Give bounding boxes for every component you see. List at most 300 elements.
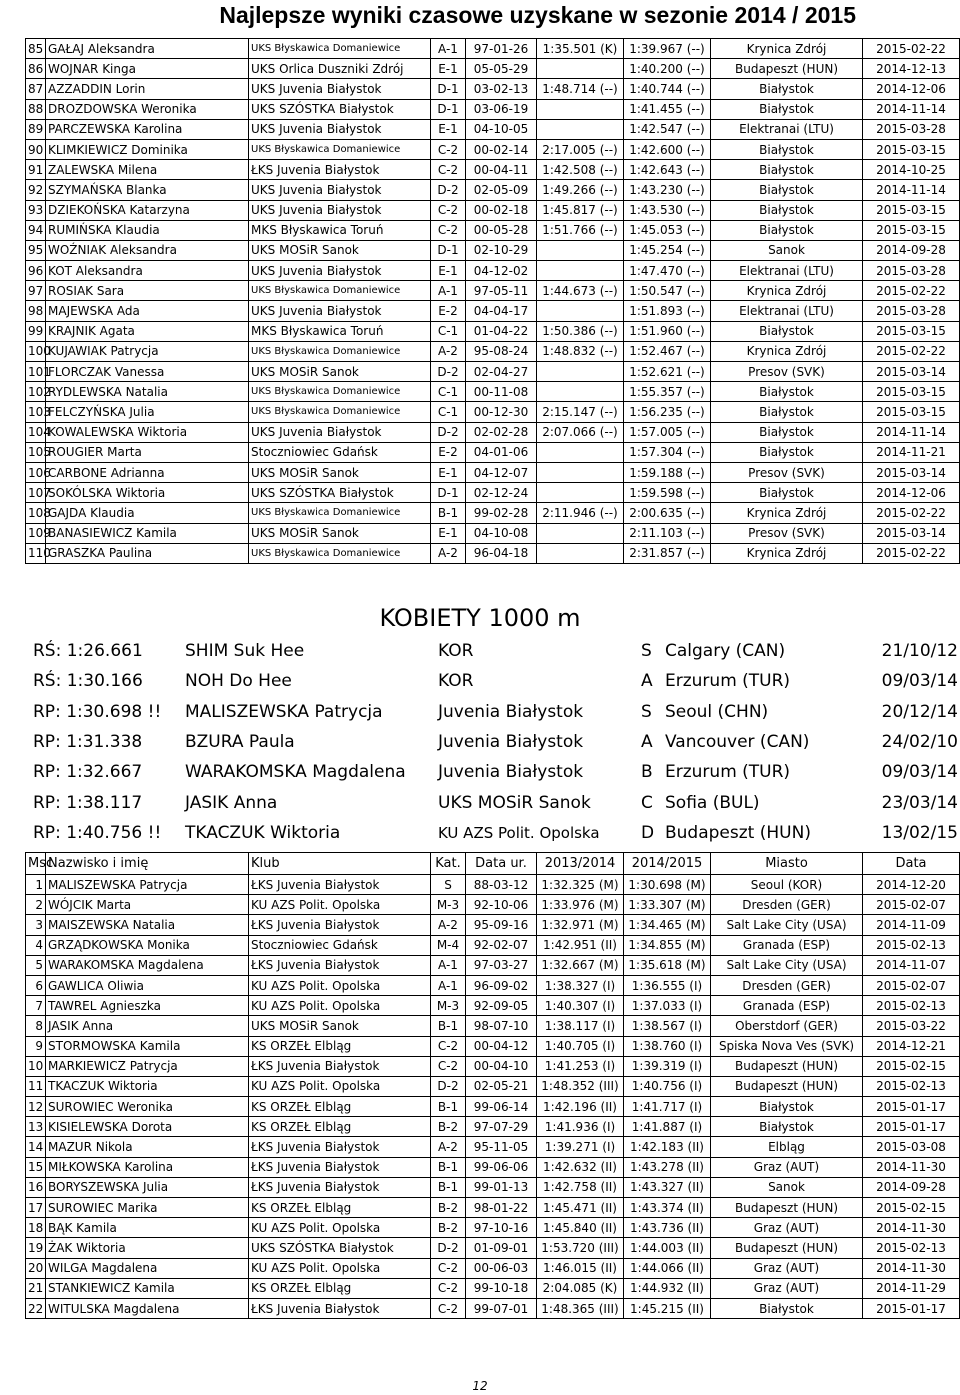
place-cell: 5 <box>26 955 46 975</box>
season-2014-cell: 1:59.598 (--) <box>624 483 711 503</box>
place-cell: 110 <box>26 543 46 563</box>
date-cell: 2014-12-13 <box>863 59 960 79</box>
place-cell: 86 <box>26 59 46 79</box>
table-row <box>26 160 960 180</box>
table-row <box>26 382 960 402</box>
record-label: RŚ: 1:30.166 <box>33 671 143 692</box>
birthdate-cell: 92-02-07 <box>466 935 537 955</box>
season-2014-cell: 1:45.215 (II) <box>624 1298 711 1318</box>
record-label: RP: 1:31.338 <box>33 731 143 752</box>
table-row <box>26 220 960 240</box>
city-cell: Dresden (GER) <box>711 895 863 915</box>
table-row <box>26 59 960 79</box>
category-cell: D-2 <box>431 180 466 200</box>
city-cell: Granada (ESP) <box>711 935 863 955</box>
name-cell: MIŁKOWSKA Karolina <box>46 1157 249 1177</box>
place-cell: 14 <box>26 1137 46 1157</box>
name-cell: CARBONE Adrianna <box>46 462 249 482</box>
record-category: A <box>641 671 653 692</box>
date-cell: 2015-03-15 <box>863 402 960 422</box>
season-2014-cell: 1:40.200 (--) <box>624 59 711 79</box>
table-row <box>26 462 960 482</box>
place-cell: 18 <box>26 1218 46 1238</box>
season-2013-cell: 1:51.766 (--) <box>537 220 624 240</box>
city-cell: Granada (ESP) <box>711 996 863 1016</box>
place-cell: 89 <box>26 119 46 139</box>
category-cell: A-2 <box>431 1137 466 1157</box>
city-cell: Graz (AUT) <box>711 1157 863 1177</box>
club-cell: UKS Juvenia Białystok <box>249 301 431 321</box>
season-2013-cell: 2:04.085 (K) <box>537 1278 624 1298</box>
record-name: SHIM Suk Hee <box>185 641 305 661</box>
place-cell: 100 <box>26 341 46 361</box>
birthdate-cell: 00-11-08 <box>466 382 537 402</box>
season-2013-cell: 1:45.840 (II) <box>537 1218 624 1238</box>
name-cell: WILGA Magdalena <box>46 1258 249 1278</box>
name-cell: ROUGIER Marta <box>46 442 249 462</box>
birthdate-cell: 02-05-21 <box>466 1076 537 1096</box>
record-date: 24/02/10 <box>881 731 958 752</box>
date-cell: 2015-02-15 <box>863 1198 960 1218</box>
date-cell: 2015-01-17 <box>863 1298 960 1318</box>
place-cell: 97 <box>26 281 46 301</box>
category-cell: A-1 <box>431 281 466 301</box>
season-2014-cell: 2:11.103 (--) <box>624 523 711 543</box>
table-row <box>26 422 960 442</box>
table-row <box>26 180 960 200</box>
column-header: Data <box>863 853 960 875</box>
city-cell: Białystok <box>711 483 863 503</box>
table-row <box>26 1137 960 1157</box>
city-cell: Białystok <box>711 139 863 159</box>
season-2014-cell: 1:41.887 (I) <box>624 1117 711 1137</box>
club-cell: UKS Błyskawica Domaniewice <box>249 139 431 159</box>
name-cell: ZALEWSKA Milena <box>46 160 249 180</box>
city-cell: Białystok <box>711 422 863 442</box>
birthdate-cell: 95-09-16 <box>466 915 537 935</box>
place-cell: 92 <box>26 180 46 200</box>
table-row <box>26 200 960 220</box>
city-cell: Dresden (GER) <box>711 975 863 995</box>
club-cell: KU AZS Polit. Opolska <box>249 996 431 1016</box>
category-cell: C-2 <box>431 220 466 240</box>
name-cell: ROSIAK Sara <box>46 281 249 301</box>
city-cell: Białystok <box>711 79 863 99</box>
season-2014-cell: 2:31.857 (--) <box>624 543 711 563</box>
category-cell: B-1 <box>431 1157 466 1177</box>
birthdate-cell: 99-02-28 <box>466 503 537 523</box>
name-cell: BANASIEWICZ Kamila <box>46 523 249 543</box>
place-cell: 103 <box>26 402 46 422</box>
date-cell: 2015-03-08 <box>863 1137 960 1157</box>
club-cell: UKS Juvenia Białystok <box>249 200 431 220</box>
birthdate-cell: 00-12-30 <box>466 402 537 422</box>
season-2013-cell <box>537 99 624 119</box>
category-cell: C-2 <box>431 1278 466 1298</box>
season-2013-cell: 1:49.266 (--) <box>537 180 624 200</box>
season-2013-cell: 1:40.705 (I) <box>537 1036 624 1056</box>
birthdate-cell: 02-02-28 <box>466 422 537 442</box>
table-row <box>26 1298 960 1318</box>
place-cell: 95 <box>26 240 46 260</box>
city-cell: Spiska Nova Ves (SVK) <box>711 1036 863 1056</box>
city-cell: Budapeszt (HUN) <box>711 1076 863 1096</box>
name-cell: RUMIŃSKA Klaudia <box>46 220 249 240</box>
date-cell: 2015-01-17 <box>863 1097 960 1117</box>
table-row <box>26 362 960 382</box>
season-2014-cell: 1:45.254 (--) <box>624 240 711 260</box>
season-2013-cell: 1:42.951 (II) <box>537 935 624 955</box>
club-cell: UKS Orlica Duszniki Zdrój <box>249 59 431 79</box>
category-cell: A-2 <box>431 341 466 361</box>
date-cell: 2014-11-30 <box>863 1218 960 1238</box>
season-2014-cell: 1:30.698 (M) <box>624 875 711 895</box>
birthdate-cell: 00-02-18 <box>466 200 537 220</box>
birthdate-cell: 04-12-07 <box>466 462 537 482</box>
city-cell: Białystok <box>711 402 863 422</box>
category-cell: S <box>431 875 466 895</box>
birthdate-cell: 99-06-14 <box>466 1097 537 1117</box>
season-2014-cell: 1:42.600 (--) <box>624 139 711 159</box>
place-cell: 16 <box>26 1177 46 1197</box>
season-2013-cell: 1:42.758 (II) <box>537 1177 624 1197</box>
table-row <box>26 1157 960 1177</box>
club-cell: UKS Błyskawica Domaniewice <box>249 543 431 563</box>
place-cell: 101 <box>26 362 46 382</box>
table-row <box>26 1076 960 1096</box>
season-2013-cell <box>537 362 624 382</box>
season-2013-cell: 1:50.386 (--) <box>537 321 624 341</box>
place-cell: 98 <box>26 301 46 321</box>
city-cell: Krynica Zdrój <box>711 39 863 59</box>
category-cell: C-2 <box>431 1056 466 1076</box>
season-2013-cell <box>537 261 624 281</box>
category-cell: E-1 <box>431 59 466 79</box>
record-category: C <box>641 792 653 813</box>
category-cell: M-4 <box>431 935 466 955</box>
city-cell: Krynica Zdrój <box>711 543 863 563</box>
category-cell: E-1 <box>431 119 466 139</box>
table-row <box>26 139 960 159</box>
season-2013-cell <box>537 483 624 503</box>
table-row <box>26 301 960 321</box>
category-cell: C-2 <box>431 1258 466 1278</box>
record-club: UKS MOSiR Sanok <box>438 792 591 813</box>
page-title: Najlepsze wyniki czasowe uzyskane w sezonie 2014 / 2015 <box>219 2 856 28</box>
season-2014-cell: 1:43.736 (II) <box>624 1218 711 1238</box>
season-2014-cell: 1:51.960 (--) <box>624 321 711 341</box>
record-row <box>33 788 960 818</box>
club-cell: KU AZS Polit. Opolska <box>249 895 431 915</box>
table-row <box>26 99 960 119</box>
date-cell: 2015-02-22 <box>863 503 960 523</box>
season-2013-cell: 1:41.253 (I) <box>537 1056 624 1076</box>
record-date: 13/02/15 <box>881 822 958 843</box>
city-cell: Presov (SVK) <box>711 462 863 482</box>
name-cell: STORMOWSKA Kamila <box>46 1036 249 1056</box>
date-cell: 2014-11-07 <box>863 955 960 975</box>
category-cell: A-2 <box>431 543 466 563</box>
place-cell: 10 <box>26 1056 46 1076</box>
city-cell: Białystok <box>711 220 863 240</box>
season-2014-cell: 1:44.932 (II) <box>624 1278 711 1298</box>
birthdate-cell: 02-12-24 <box>466 483 537 503</box>
city-cell: Białystok <box>711 99 863 119</box>
category-cell: D-1 <box>431 79 466 99</box>
club-cell: ŁKS Juvenia Białystok <box>249 1177 431 1197</box>
table-row <box>26 975 960 995</box>
record-row <box>33 636 960 666</box>
record-category: D <box>641 822 655 843</box>
category-cell: D-2 <box>431 362 466 382</box>
column-header: Kat. <box>431 853 466 875</box>
city-cell: Białystok <box>711 321 863 341</box>
date-cell: 2015-02-07 <box>863 975 960 995</box>
season-2013-cell: 1:48.365 (III) <box>537 1298 624 1318</box>
category-cell: C-2 <box>431 200 466 220</box>
category-cell: D-2 <box>431 422 466 442</box>
place-cell: 96 <box>26 261 46 281</box>
birthdate-cell: 99-06-06 <box>466 1157 537 1177</box>
category-cell: E-1 <box>431 462 466 482</box>
season-2014-cell: 1:36.555 (I) <box>624 975 711 995</box>
birthdate-cell: 03-06-19 <box>466 99 537 119</box>
date-cell: 2014-11-14 <box>863 180 960 200</box>
name-cell: STANKIEWICZ Kamila <box>46 1278 249 1298</box>
place-cell: 93 <box>26 200 46 220</box>
season-2013-cell <box>537 523 624 543</box>
table-row <box>26 1218 960 1238</box>
column-header: 2013/2014 <box>537 853 624 875</box>
record-row <box>33 757 960 787</box>
city-cell: Salt Lake City (USA) <box>711 915 863 935</box>
date-cell: 2015-02-15 <box>863 1056 960 1076</box>
record-place: Erzurum (TUR) <box>665 762 791 783</box>
date-cell: 2014-12-21 <box>863 1036 960 1056</box>
season-2014-cell: 1:44.003 (II) <box>624 1238 711 1258</box>
place-cell: 106 <box>26 462 46 482</box>
season-2013-cell: 1:42.508 (--) <box>537 160 624 180</box>
club-cell: MKS Błyskawica Toruń <box>249 220 431 240</box>
city-cell: Białystok <box>711 382 863 402</box>
season-2014-cell: 1:52.621 (--) <box>624 362 711 382</box>
birthdate-cell: 96-04-18 <box>466 543 537 563</box>
season-2013-cell: 1:44.673 (--) <box>537 281 624 301</box>
name-cell: KLIMKIEWICZ Dominika <box>46 139 249 159</box>
season-2013-cell: 1:38.327 (I) <box>537 975 624 995</box>
birthdate-cell: 99-07-01 <box>466 1298 537 1318</box>
place-cell: 20 <box>26 1258 46 1278</box>
club-cell: ŁKS Juvenia Białystok <box>249 955 431 975</box>
record-row <box>33 697 960 727</box>
city-cell: Białystok <box>711 1298 863 1318</box>
table-row <box>26 79 960 99</box>
record-category: B <box>641 762 653 783</box>
season-2013-cell: 2:07.066 (--) <box>537 422 624 442</box>
column-header: Data ur. <box>466 853 537 875</box>
name-cell: DZIEKOŃSKA Katarzyna <box>46 200 249 220</box>
column-header: Klub <box>249 853 431 875</box>
place-cell: 8 <box>26 1016 46 1036</box>
category-cell: D-1 <box>431 483 466 503</box>
place-cell: 3 <box>26 915 46 935</box>
birthdate-cell: 00-04-10 <box>466 1056 537 1076</box>
place-cell: 2 <box>26 895 46 915</box>
date-cell: 2015-03-14 <box>863 462 960 482</box>
category-cell: B-1 <box>431 503 466 523</box>
club-cell: UKS SZÓSTKA Białystok <box>249 1238 431 1258</box>
birthdate-cell: 04-12-02 <box>466 261 537 281</box>
city-cell: Graz (AUT) <box>711 1278 863 1298</box>
category-cell: E-1 <box>431 261 466 281</box>
city-cell: Białystok <box>711 1097 863 1117</box>
name-cell: MALISZEWSKA Patrycja <box>46 875 249 895</box>
season-2013-cell <box>537 462 624 482</box>
birthdate-cell: 97-10-16 <box>466 1218 537 1238</box>
season-2014-cell: 1:34.855 (M) <box>624 935 711 955</box>
birthdate-cell: 97-07-29 <box>466 1117 537 1137</box>
city-cell: Białystok <box>711 442 863 462</box>
date-cell: 2014-12-20 <box>863 875 960 895</box>
club-cell: UKS Błyskawica Domaniewice <box>249 402 431 422</box>
date-cell: 2014-09-28 <box>863 1177 960 1197</box>
table-row <box>26 39 960 59</box>
name-cell: TAWREL Agnieszka <box>46 996 249 1016</box>
category-cell: C-1 <box>431 382 466 402</box>
table-row <box>26 1016 960 1036</box>
birthdate-cell: 98-01-22 <box>466 1198 537 1218</box>
name-cell: MAJEWSKA Ada <box>46 301 249 321</box>
season-2014-cell: 1:37.033 (I) <box>624 996 711 1016</box>
record-club: KOR <box>438 671 474 692</box>
name-cell: WITULSKA Magdalena <box>46 1298 249 1318</box>
season-2014-cell: 1:34.465 (M) <box>624 915 711 935</box>
season-2013-cell: 1:48.832 (--) <box>537 341 624 361</box>
club-cell: UKS SZÓSTKA Białystok <box>249 483 431 503</box>
season-2014-cell: 1:43.327 (II) <box>624 1177 711 1197</box>
date-cell: 2015-03-15 <box>863 220 960 240</box>
season-2014-cell: 1:42.643 (--) <box>624 160 711 180</box>
table-header-row <box>26 853 960 875</box>
club-cell: UKS Błyskawica Domaniewice <box>249 382 431 402</box>
date-cell: 2015-03-15 <box>863 139 960 159</box>
date-cell: 2015-02-13 <box>863 996 960 1016</box>
city-cell: Białystok <box>711 1117 863 1137</box>
name-cell: MAISZEWSKA Natalia <box>46 915 249 935</box>
birthdate-cell: 04-10-05 <box>466 119 537 139</box>
club-cell: UKS MOSiR Sanok <box>249 462 431 482</box>
birthdate-cell: 99-10-18 <box>466 1278 537 1298</box>
table-row <box>26 402 960 422</box>
club-cell: UKS Juvenia Białystok <box>249 261 431 281</box>
date-cell: 2015-03-15 <box>863 200 960 220</box>
club-cell: ŁKS Juvenia Białystok <box>249 1157 431 1177</box>
place-cell: 1 <box>26 875 46 895</box>
record-name: JASIK Anna <box>185 792 278 813</box>
season-2013-cell: 1:42.632 (II) <box>537 1157 624 1177</box>
club-cell: UKS MOSiR Sanok <box>249 362 431 382</box>
season-2013-cell <box>537 59 624 79</box>
city-cell: Budapeszt (HUN) <box>711 1238 863 1258</box>
club-cell: UKS Błyskawica Domaniewice <box>249 281 431 301</box>
table-row <box>26 1036 960 1056</box>
record-category: S <box>641 701 652 722</box>
club-cell: KS ORZEŁ Elbląg <box>249 1117 431 1137</box>
category-cell: C-2 <box>431 139 466 159</box>
record-label: RŚ: 1:26.661 <box>33 641 143 661</box>
season-2014-cell: 1:40.744 (--) <box>624 79 711 99</box>
table-row <box>26 483 960 503</box>
table-row <box>26 1198 960 1218</box>
record-date: 23/03/14 <box>881 792 958 813</box>
record-label: RP: 1:38.117 <box>33 792 143 813</box>
birthdate-cell: 00-04-12 <box>466 1036 537 1056</box>
club-cell: UKS Błyskawica Domaniewice <box>249 39 431 59</box>
place-cell: 6 <box>26 975 46 995</box>
season-2014-cell: 1:39.319 (I) <box>624 1056 711 1076</box>
category-cell: A-2 <box>431 915 466 935</box>
season-2013-cell: 1:41.936 (I) <box>537 1117 624 1137</box>
name-cell: WARAKOMSKA Magdalena <box>46 955 249 975</box>
city-cell: Krynica Zdrój <box>711 281 863 301</box>
season-2013-cell: 1:46.015 (II) <box>537 1258 624 1278</box>
date-cell: 2014-10-25 <box>863 160 960 180</box>
club-cell: ŁKS Juvenia Białystok <box>249 1298 431 1318</box>
season-2014-cell: 1:40.756 (I) <box>624 1076 711 1096</box>
place-cell: 7 <box>26 996 46 1016</box>
name-cell: BĄK Kamila <box>46 1218 249 1238</box>
category-cell: A-1 <box>431 39 466 59</box>
date-cell: 2015-03-15 <box>863 382 960 402</box>
record-date: 09/03/14 <box>881 671 958 692</box>
birthdate-cell: 04-01-06 <box>466 442 537 462</box>
season-2014-cell: 1:44.066 (II) <box>624 1258 711 1278</box>
place-cell: 105 <box>26 442 46 462</box>
table-row <box>26 955 960 975</box>
club-cell: Stoczniowiec Gdańsk <box>249 935 431 955</box>
table-row <box>26 503 960 523</box>
date-cell: 2015-02-07 <box>863 895 960 915</box>
table-row <box>26 261 960 281</box>
name-cell: GRZĄDKOWSKA Monika <box>46 935 249 955</box>
city-cell: Budapeszt (HUN) <box>711 59 863 79</box>
birthdate-cell: 02-04-27 <box>466 362 537 382</box>
city-cell: Seoul (KOR) <box>711 875 863 895</box>
place-cell: 107 <box>26 483 46 503</box>
category-cell: B-2 <box>431 1198 466 1218</box>
table-row <box>26 915 960 935</box>
record-place: Erzurum (TUR) <box>665 671 791 692</box>
name-cell: KRAJNIK Agata <box>46 321 249 341</box>
season-2013-cell <box>537 442 624 462</box>
date-cell: 2014-11-09 <box>863 915 960 935</box>
city-cell: Elektranai (LTU) <box>711 301 863 321</box>
date-cell: 2015-03-28 <box>863 119 960 139</box>
date-cell: 2015-03-28 <box>863 261 960 281</box>
place-cell: 17 <box>26 1198 46 1218</box>
record-name: MALISZEWSKA Patrycja <box>185 701 383 722</box>
record-place: Budapeszt (HUN) <box>665 822 811 843</box>
birthdate-cell: 03-02-13 <box>466 79 537 99</box>
date-cell: 2015-03-14 <box>863 362 960 382</box>
club-cell: UKS SZÓSTKA Białystok <box>249 99 431 119</box>
date-cell: 2014-09-28 <box>863 240 960 260</box>
date-cell: 2014-11-30 <box>863 1258 960 1278</box>
record-row <box>33 727 960 757</box>
birthdate-cell: 05-05-29 <box>466 59 537 79</box>
category-cell: C-1 <box>431 402 466 422</box>
name-cell: GAŁAJ Aleksandra <box>46 39 249 59</box>
